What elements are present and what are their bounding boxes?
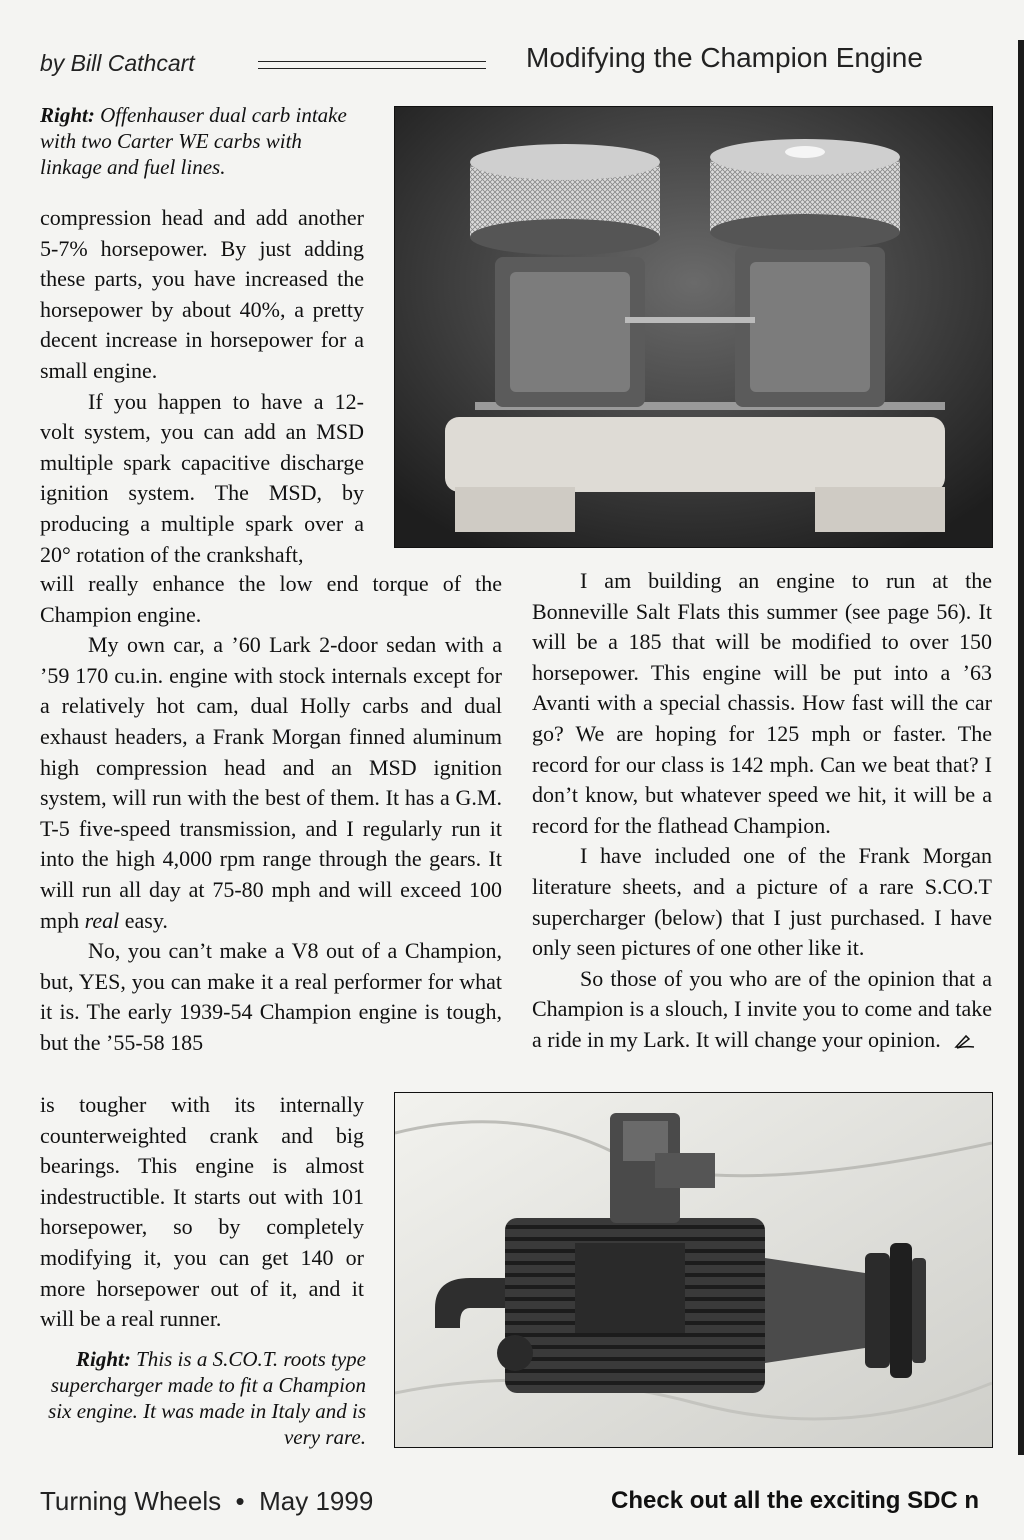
caption-label: Right: — [40, 103, 95, 127]
paragraph — [532, 964, 992, 1056]
paragraph — [40, 630, 502, 936]
footer-publication: Turning Wheels • May 1999 — [40, 1486, 374, 1516]
byline: by Bill Cathcart — [40, 50, 195, 76]
article-column-narrow-top — [40, 203, 364, 570]
footer-promo-clip — [611, 1480, 1024, 1520]
photo-dual-carb-intake — [394, 106, 993, 548]
pen-writing-icon — [946, 1027, 976, 1052]
paragraph: will really enhance the low end torque of the Champion engine. — [40, 571, 502, 627]
page-title: Modifying the Champion Engine — [526, 42, 923, 73]
paragraph-text: easy. — [119, 907, 168, 933]
header-rule-bottom — [258, 68, 486, 69]
emphasis: real — [84, 907, 120, 933]
photo-caption-supercharger — [40, 1346, 366, 1450]
caption-text: This is a S.CO.T. roots type supercharger made to fit a Champion six engine. It was made in Italy and is very rare. — [48, 1347, 366, 1449]
paragraph-text: So those of you who are of the opinion that a Champion is a slouch, I invite you to come and take a ride in my Lark. It will change your opinion. — [532, 965, 992, 1052]
header-rule-top — [258, 61, 486, 62]
carb-intake-illustration — [395, 107, 992, 547]
article-column-left — [40, 569, 502, 1059]
paragraph: I have included one of the Frank Morgan literature sheets, and a picture of a rare S.CO.T supercharger (below) that I just purchased. I have only seen pictures of one other like it. — [532, 843, 992, 961]
paragraph: is tougher with its internally counterweighted crank and big bearings. This engine is almost indestructible. It starts out with 101 horsepower, so by completely modifying it, you can get 140 or more horsepower out of it, and it will be a real runner. — [40, 1092, 364, 1332]
paragraph: If you happen to have a 12-volt system, you can add an MSD multiple spark capacitive discharge ignition system. The MSD, by producing a multiple spark over a 20° rotation of the crankshaft, — [40, 388, 364, 567]
paragraph: No, you can’t make a V8 out of a Champion, but, YES, you can make it a real performer for what it is. The early 1939-54 Champion engine is tough, but the ’55-58 185 — [40, 938, 502, 1055]
page-edge-shadow — [1018, 40, 1024, 1455]
footer-promo: Check out all the exciting SDC n — [611, 1487, 980, 1514]
paragraph: compression head and add another 5-7% horsepower. By just adding these parts, you have increased the horsepower by about 40%, a pretty decent increase in horsepower for a small engine. — [40, 205, 364, 383]
paragraph: I am building an engine to run at the Bonneville Salt Flats this summer (see page 56). It will be a 185 that will be modified to over 150 horsepower. This engine will be put into a ’63 Avanti with a special chassis. How fast will the car go? We are hoping for 125 mph or faster. The record for our class is 142 mph. Can we beat that? I don’t know, but whatever speed we hit, it will be a record for the flathead Champion. — [532, 568, 992, 838]
caption-label: Right: — [76, 1347, 131, 1371]
photo-caption-carbs — [40, 102, 366, 180]
photo-supercharger — [394, 1092, 993, 1448]
caption-text: Offenhauser dual carb intake with two Carter WE carbs with linkage and fuel lines. — [40, 103, 347, 179]
supercharger-illustration — [395, 1093, 992, 1447]
article-column-right — [532, 566, 992, 1056]
article-column-narrow-bottom — [40, 1090, 364, 1335]
paragraph-text: My own car, a ’60 Lark 2-door sedan with a ’59 170 cu.in. engine with stock internals except for a relatively hot cam, dual Holly carbs and dual exhaust headers, a Frank Morgan finned aluminum high compression head and an MSD ignition system, will run with the best of them. It has a G.M. T-5 five-speed transmission, and I regularly run it into the high 4,000 rpm range through the gears. It will run all day at 75-80 mph and will exceed 100 mph — [40, 632, 502, 933]
